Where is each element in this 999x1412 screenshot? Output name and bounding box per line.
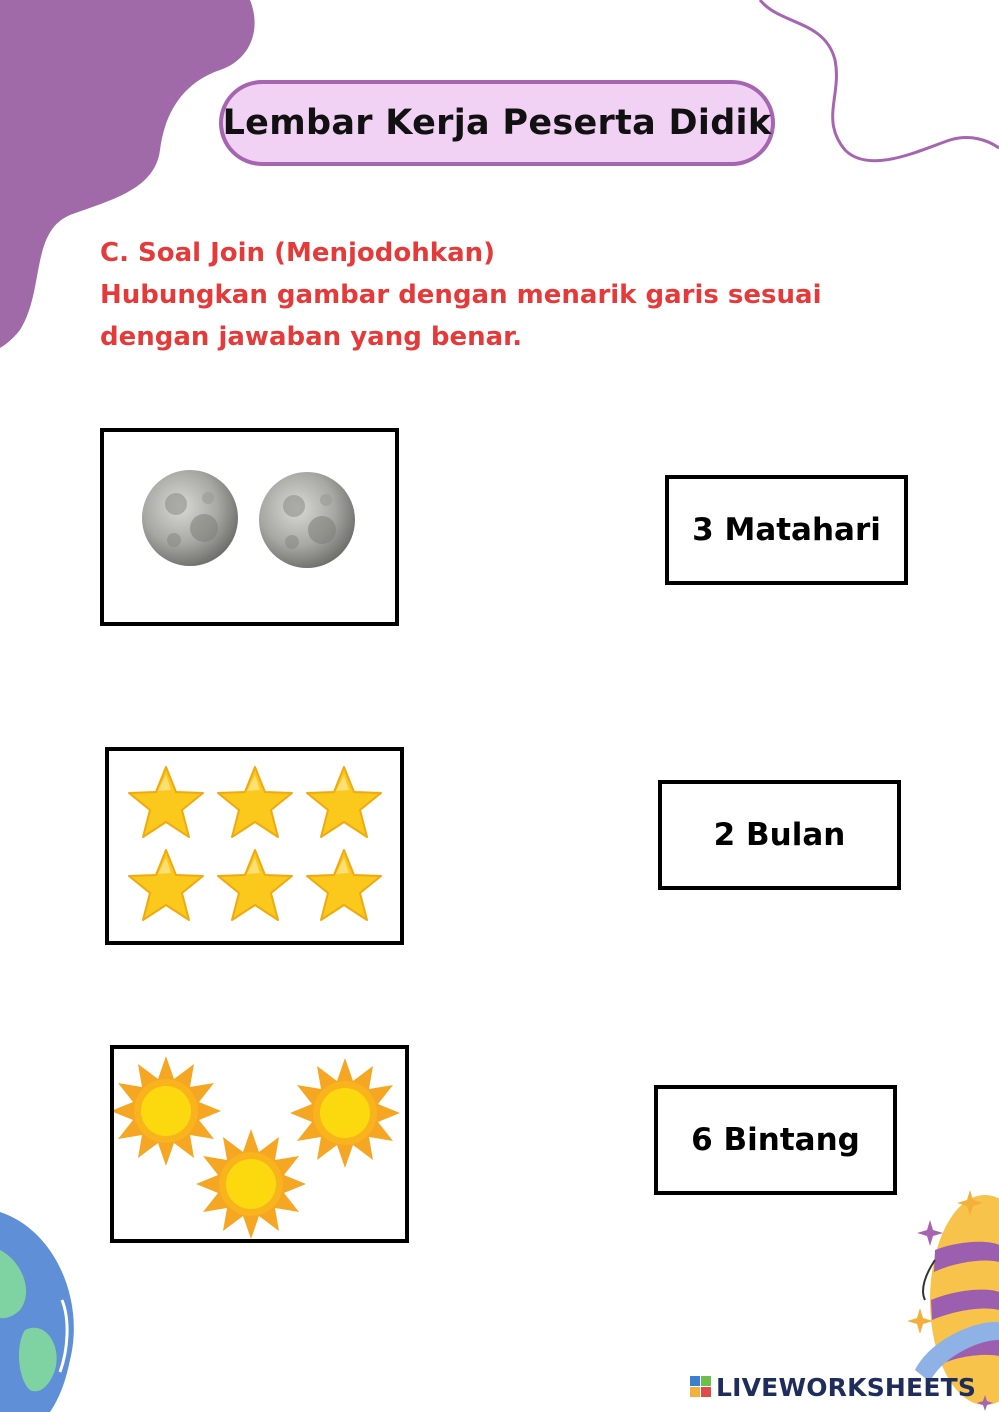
watermark-text: LIVEWORKSHEETS xyxy=(716,1372,977,1402)
instructions-block xyxy=(100,232,920,358)
instruction-line: Hubungkan gambar dengan menarik garis sesuai xyxy=(100,280,822,310)
liveworksheets-logo-icon xyxy=(690,1376,712,1398)
worksheet-title: Lembar Kerja Peserta Didik xyxy=(222,103,772,143)
moon-icon xyxy=(142,470,238,566)
worksheet-title-banner xyxy=(219,80,775,166)
picture-box-moons[interactable] xyxy=(100,428,399,626)
answer-box[interactable] xyxy=(654,1085,897,1195)
answer-box[interactable] xyxy=(665,475,908,585)
instruction-line: dengan jawaban yang benar. xyxy=(100,322,523,352)
sun-icon xyxy=(196,1129,306,1239)
answer-label: 2 Bulan xyxy=(713,817,846,853)
wavy-line-shape xyxy=(760,0,999,161)
star-icon xyxy=(307,767,381,837)
picture-box-stars[interactable] xyxy=(105,747,404,945)
section-label: C. Soal Join (Menjodohkan) xyxy=(100,238,496,268)
star-icon xyxy=(218,767,292,837)
star-icon xyxy=(307,850,381,920)
star-icon xyxy=(129,767,203,837)
liveworksheets-watermark xyxy=(690,1372,976,1402)
planet-icon xyxy=(0,1212,74,1412)
answer-label: 3 Matahari xyxy=(692,512,881,548)
star-icon xyxy=(129,850,203,920)
picture-box-suns[interactable] xyxy=(110,1045,409,1243)
star-icon xyxy=(218,850,292,920)
sun-icon xyxy=(290,1058,400,1168)
moon-icon xyxy=(259,472,355,568)
sun-icon xyxy=(114,1056,221,1166)
answer-box[interactable] xyxy=(658,780,901,890)
answer-label: 6 Bintang xyxy=(691,1122,860,1158)
